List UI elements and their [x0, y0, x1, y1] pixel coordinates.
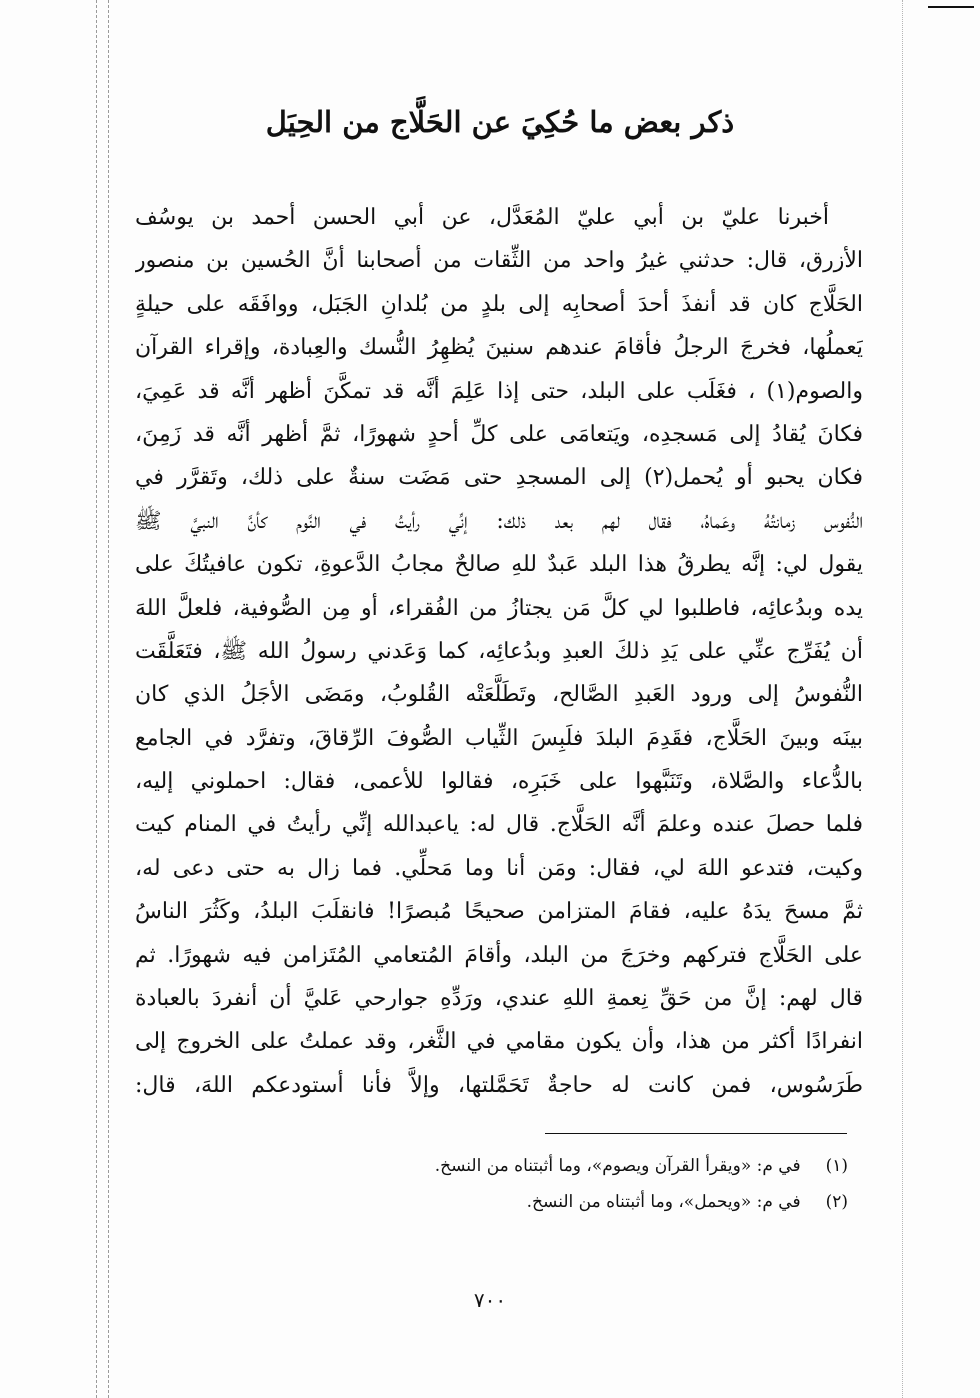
text-line: قال لهم: إنَّ من حَقِّ نِعمةِ اللهِ عندي، ورَدِّهِ جوارحي عَليَّ أن أنفردَ بالعبادة [135, 986, 863, 1012]
text-line: بالدُّعاء والصَّلاة، وتَنَبَّهوا على خَبَرِه، فقالوا للأعمى، فقال: احملوني إليه، [135, 769, 863, 795]
text-line: النُّفوس زمانتُهُ وعَماهُ، فقال لهم بعد ذلك: إنِّي رأيتُ في النَّوم كأنَّ النبيَّ ﷺ [135, 508, 863, 534]
text-line: يقول لي: إنَّه يطرقُ هذا البلد عَبدٌ للهِ صالحٌ مجابُ الدَّعوةِ، تكون عافيتُكَ على [135, 552, 863, 578]
text-line: فكان يحبو أو يُحمل(٢) إلى المسجدِ حتى مَضَت سنةٌ على ذلك، وتَقرَّر في [135, 465, 863, 491]
chapter-title: ذكر بعض ما حُكِيَ عن الحَلَّاج من الحِيَل [265, 105, 735, 139]
text-line: أخبرنا عليّ بن أبي عليّ المُعَدَّل، عن أبي الحسن أحمد بن يوسُف [135, 205, 829, 230]
binding-edge-line [108, 0, 109, 1398]
footnote-number: (١) [825, 1156, 848, 1176]
text-line: يده وبدُعائِه، فاطلبوا لي كلَّ مَن يجتازُ من الفُقراء، أو مِن الصُّوفية، فلعلَّ اللهَ [135, 595, 863, 621]
text-line: الأزرق، قال: حدثني غيرُ واحد من الثِّقات من أصحابنا أنَّ الحُسين بن منصور [135, 248, 863, 274]
footnote-text: في م: «ويقرأ القرآن ويصوم»، وما أثبتناه من النسخ. [434, 1156, 801, 1176]
text-line: بينَه وبينَ الحَلَّاج، فقَدِمَ البلدَ فلَبِسَ الثِّياب الصُّوفَ الرِّقاقَ، وتفرَّد في الجامع [135, 725, 863, 751]
text-line: فكانَ يُقادُ إلى مَسجدِه، ويَتعامَى على كلِّ أحدٍ شهورًا، ثمَّ أظهر أنَّه قد زَمِنَ، [135, 421, 863, 447]
footnote-number: (٢) [825, 1192, 848, 1212]
text-line: النُّفوسُ إلى ورود العَبدِ الصَّالح، وتَطَلَّعَتْه القُلوبُ، ومَضَى الأجَلُ الذي كان [135, 682, 863, 708]
binding-edge-line [902, 0, 903, 1398]
footnote-1 [300, 1148, 848, 1184]
text-line: أن يُفَرِّج عنِّي على يَدِ ذلكَ العبدِ وبدُعائِه، كما وَعَدني رسولُ الله ﷺ، فتَعَلَّقَت [135, 638, 863, 664]
text-line: على الحَلَّاج فتركهم وخرَجَ من البلد، وأقامَ المُتعامي المُتَزامن فيه شهورًا. ثم [135, 942, 863, 968]
text-line: ثمَّ مسحَ يدَهُ عليه، فقامَ المتزامن صحيحًا مُبصرًا! فانقلَبَ البلدُ، وكَثُرَ الناسُ [135, 899, 863, 925]
text-line: الحَلَّاج كان قد أنفذَ أحدَ أصحابِه إلى بلدٍ من بُلدانِ الجَبَل، ووافَقَه على حيلةٍ [135, 291, 863, 317]
top-edge-rule [928, 6, 974, 8]
text-line: فلما حصلَ عنده وعلمَ أنَّه الحَلَّاج. قال له: ياعبدالله إنِّي رأيتُ في المنام كيت [135, 812, 863, 838]
text-line: يَعملُها، فخرجَ الرجلُ فأقامَ عندهم سنينَ يُظهِرُ النُّسك والعِبادة، وإقراء القرآن [135, 335, 863, 361]
footnotes [300, 1148, 848, 1220]
footnote-separator [545, 1133, 847, 1134]
page-number: ٧٠٠ [473, 1288, 507, 1312]
body-text [135, 196, 863, 1107]
text-line: والصوم(١) ، فغَلَب على البلد، حتى إذا عَلِمَ أنَّه قد تمكَّنَ أظهر أنَّه قد عَمِيَ، [135, 378, 863, 404]
text-line: وكيت، فتدعو اللهَ لي، فقال: ومَن أنا وما مَحلِّي. فما زال به حتى دعى له، [135, 855, 863, 881]
text-line: طَرَسُوس، فمن كانت له حاجةٌ تَحَمَّلتها، وإلاَّ فأنا أستودعكم اللهَ، قال: [135, 1072, 863, 1098]
binding-edge-line [96, 0, 97, 1398]
footnote-2 [300, 1184, 848, 1220]
footnote-text: في م: «ويحمل»، وما أثبتناه من النسخ. [526, 1192, 801, 1212]
text-line: انفرادًا أكثر من هذا، وأن يكون مقامي في الثَّغر، وقد عملتُ على الخروج إلى [135, 1029, 863, 1055]
